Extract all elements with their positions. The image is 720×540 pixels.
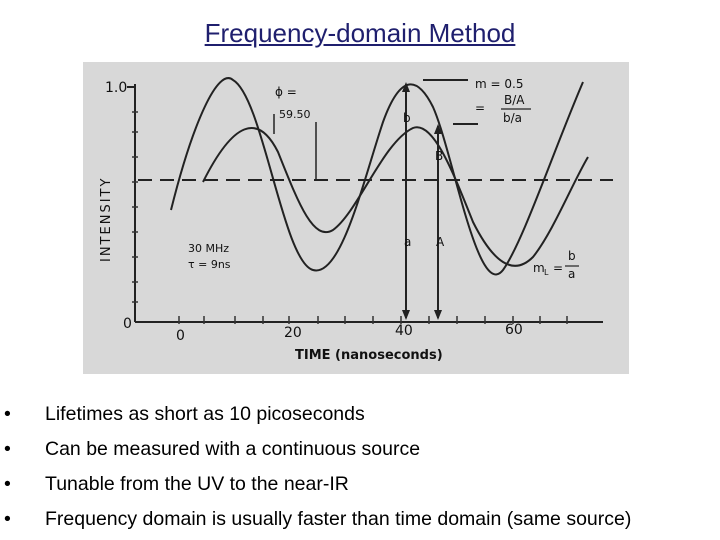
m-fraction-num: B/A	[504, 93, 525, 107]
bullet-text: Frequency domain is usually faster than time domain (same source)	[45, 508, 632, 530]
excitation-curve	[171, 78, 583, 274]
bullet-dot-icon: •	[4, 508, 11, 530]
slide-title: Frequency-domain Method	[204, 18, 516, 48]
ml-subscript: L	[544, 268, 549, 277]
m-fraction-den: b/a	[503, 111, 523, 125]
figure-plot	[83, 62, 629, 374]
ml-eq: =	[553, 261, 564, 275]
bullet-item	[4, 397, 631, 432]
y-tick-top-label: 1.0	[105, 80, 128, 96]
tau-label: τ = 9ns	[188, 258, 231, 271]
arrow-a-head	[402, 310, 410, 320]
ml-num: b	[568, 249, 576, 263]
y-tick-bottom-label: 0	[123, 316, 132, 332]
label-A: A	[436, 235, 445, 249]
bullet-dot-icon: •	[4, 403, 11, 425]
frequency-domain-figure	[83, 62, 629, 374]
ml-den: a	[568, 267, 576, 281]
bullet-item	[4, 502, 632, 537]
x-tick-0: 0	[176, 328, 185, 344]
m-equation: m = 0.5	[475, 77, 524, 91]
emission-curve	[203, 127, 588, 266]
x-tick-20: 20	[284, 325, 302, 341]
bullet-text: Tunable from the UV to the near-IR	[45, 473, 349, 495]
phi-value: 59.50	[279, 108, 311, 121]
x-axis-label: TIME (nanoseconds)	[295, 348, 443, 363]
bullet-item	[4, 467, 631, 502]
bullet-list	[4, 397, 632, 537]
x-tick-60: 60	[505, 322, 523, 338]
x-tick-40: 40	[395, 323, 413, 339]
label-B: B	[435, 149, 444, 163]
y-axis-label: INTENSITY	[99, 176, 114, 262]
ml-label: m	[533, 261, 545, 275]
m-fraction-eq: =	[475, 101, 486, 115]
frequency-label: 30 MHz	[188, 242, 230, 255]
bullet-dot-icon: •	[4, 438, 11, 460]
label-b: b	[403, 111, 411, 125]
bullet-item	[4, 432, 631, 467]
label-a: a	[404, 235, 412, 249]
phi-label: ϕ =	[275, 85, 297, 99]
arrow-A-head	[434, 310, 442, 320]
bullet-dot-icon: •	[4, 473, 11, 495]
bullet-text: Can be measured with a continuous source	[45, 438, 421, 460]
bullet-text: Lifetimes as short as 10 picoseconds	[45, 403, 365, 425]
